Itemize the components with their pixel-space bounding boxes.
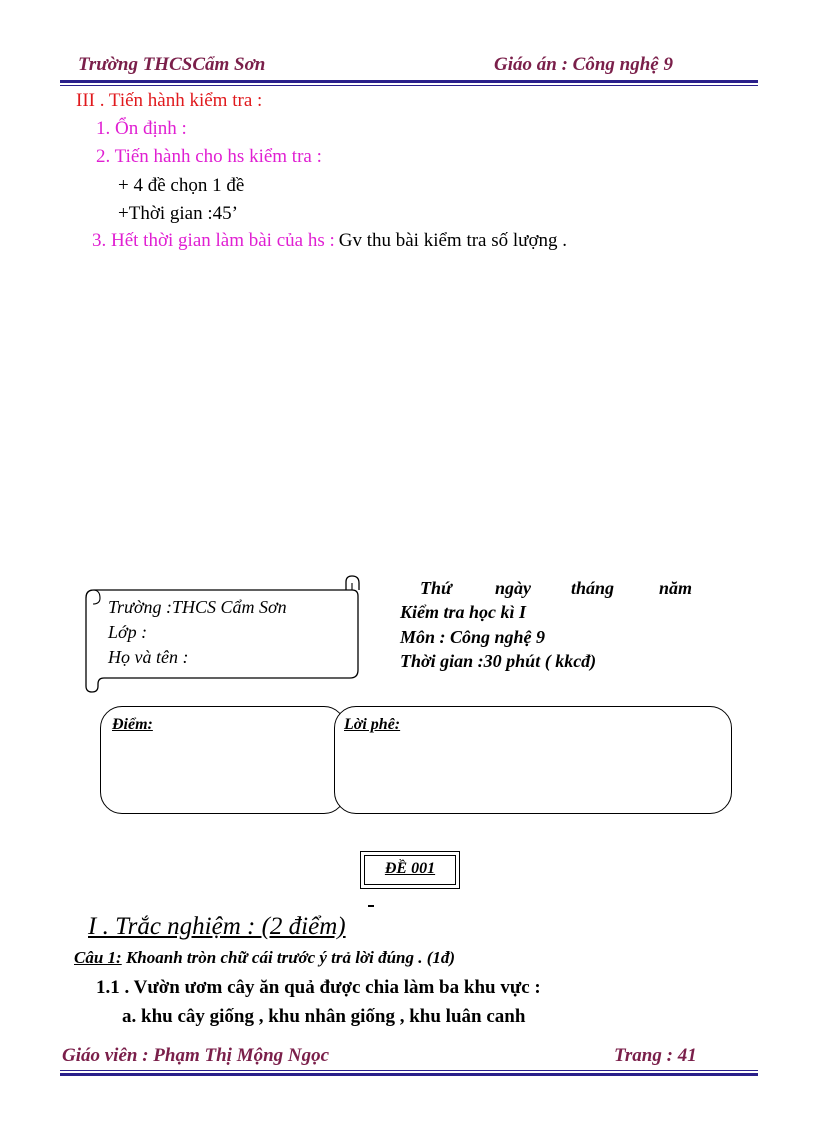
header-rule-thick bbox=[60, 80, 758, 83]
plan-step-1: 1. Ổn định : bbox=[96, 118, 187, 139]
footer-page: Trang : 41 bbox=[614, 1045, 697, 1066]
footer-rule-thick bbox=[60, 1073, 758, 1076]
date-word-4: năm bbox=[659, 578, 693, 598]
header-subject: Giáo án : Công nghệ 9 bbox=[494, 54, 673, 75]
comment-label: Lời phê: bbox=[344, 716, 401, 733]
question-1-label: Câu 1: bbox=[74, 948, 122, 967]
student-name: Họ và tên : bbox=[108, 647, 189, 667]
date-word-2: ngày bbox=[495, 578, 531, 598]
plan-step-3-label: 3. Hết thời gian làm bài của hs : bbox=[92, 230, 335, 251]
footer-teacher: Giáo viên : Phạm Thị Mộng Ngọc bbox=[62, 1045, 330, 1066]
section-title-text: I . Trắc nghiệm : (2 điểm) bbox=[88, 913, 346, 940]
header-rule-thin bbox=[60, 85, 758, 86]
exam-code: ĐỀ 001 bbox=[384, 860, 436, 877]
plan-step-2: 2. Tiến hành cho hs kiểm tra : bbox=[96, 146, 322, 167]
exam-title: Kiểm tra học kì I bbox=[400, 602, 527, 622]
question-item: 1.1 . Vườn ươm cây ăn quả được chia làm ba khu vực : bbox=[96, 977, 541, 998]
option-a: a. khu cây giống , khu nhân giống , khu luân canh bbox=[122, 1006, 526, 1027]
plan-sub-2: +Thời gian :45’ bbox=[118, 203, 238, 224]
dash-mark bbox=[368, 905, 374, 907]
section-title bbox=[88, 913, 346, 941]
header-school: Trường THCSCẩm Sơn bbox=[78, 54, 266, 75]
plan-heading: III . Tiến hành kiểm tra : bbox=[76, 90, 263, 111]
date-word-1: Thứ bbox=[420, 578, 452, 598]
score-label: Điểm: bbox=[112, 716, 153, 733]
plan-step-3-text: Gv thu bài kiểm tra số lượng . bbox=[338, 230, 568, 251]
plan-step-3 bbox=[92, 230, 567, 252]
footer-rule-thin bbox=[60, 1070, 758, 1071]
exam-time: Thời gian :30 phút ( kkcđ) bbox=[400, 651, 597, 671]
question-1-text: Khoanh tròn chữ cái trước ý trả lời đúng . (1đ) bbox=[121, 948, 456, 967]
date-word-3: tháng bbox=[571, 578, 615, 598]
student-class: Lớp : bbox=[108, 622, 148, 642]
question-1 bbox=[74, 948, 455, 968]
student-school: Trường :THCS Cẩm Sơn bbox=[108, 597, 287, 617]
exam-subject: Môn : Công nghệ 9 bbox=[400, 627, 546, 647]
plan-sub-1: + 4 đề chọn 1 đề bbox=[118, 175, 245, 196]
